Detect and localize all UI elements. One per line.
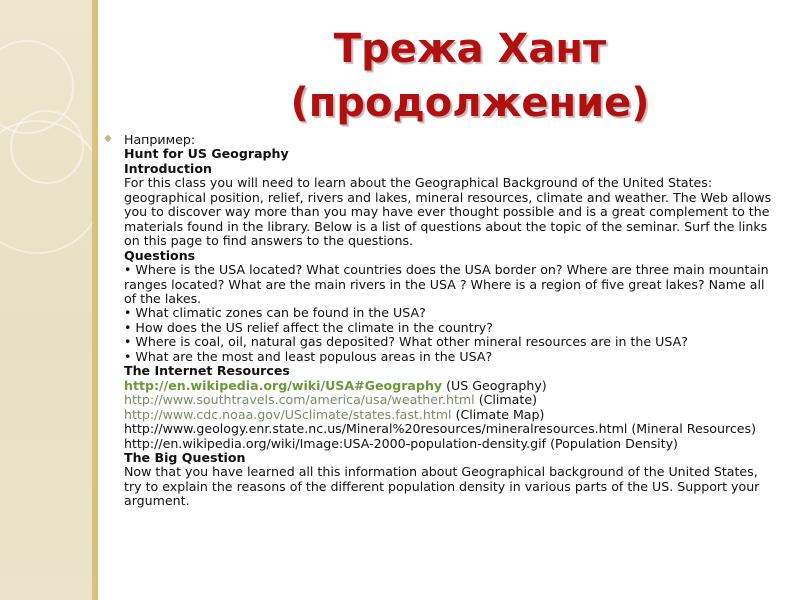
resources-heading: The Internet Resources [124,363,290,379]
resource-note: (Population Density) [546,435,678,451]
resource-link[interactable]: http://www.geology.enr.state.nc.us/Mineral%20resources/mineralresources.html [124,421,628,437]
resource-note: (Climate Map) [451,406,545,422]
resource-link[interactable]: http://en.wikipedia.org/wiki/USA#Geography [124,377,443,393]
intro-text: Например: [124,132,196,147]
page-heading: Hunt for US Geography [124,146,289,162]
bullet-icon: ◆ [104,133,112,144]
resource-note: (Climate) [474,392,537,408]
resource-item [124,393,774,407]
question-item: • What climatic zones can be found in the USA? [124,305,426,321]
introduction-heading: Introduction [124,160,212,176]
resource-item [124,408,774,422]
decorative-circle [0,120,92,254]
resource-link[interactable]: http://www.southtravels.com/america/usa/weather.html [124,392,475,408]
question-item: • Where is coal, oil, natural gas deposited? What other mineral resources are in the USA? [124,334,688,350]
introduction-text: For this class you will need to learn about the Geographical Background of the United States: geographical position, relief, rivers and lakes, mineral resources, climate and weather. The Web allows you to discover way more than you may have ever thought possible and is a great complement to the materials found in the library. Below is a list of questions about the topic of the seminar. Surf the links on this page to find answers to the questions. [124,175,772,249]
question-item: • Where is the USA located? What countries does the USA border on? Where are three main mountain ranges located? What are the main rivers in the USA ? Where is a region of five great lakes? Name all of the lakes. [124,262,769,306]
question-item: • What are the most and least populous areas in the USA? [124,348,493,364]
questions-heading: Questions [124,247,196,263]
decorative-side-panel [0,0,92,600]
resource-link[interactable]: http://www.cdc.noaa.gov/USclimate/states.fast.html [124,406,452,422]
resource-item [124,437,774,451]
slide-title [200,22,740,130]
resource-item [124,379,774,393]
question-item: • How does the US relief affect the climate in the country? [124,319,493,335]
resource-note: (Mineral Resources) [627,421,756,437]
big-question-text: Now that you have learned all this information about Geographical background of the United States, try to explain the reasons of the different population density in various parts of the US. Support your argument. [124,464,760,509]
slide-body [124,133,774,509]
resource-item [124,422,774,436]
slide-title-line1: Трежа Хант [333,26,607,72]
decorative-stripe [92,0,98,600]
resource-note: (US Geography) [442,377,547,393]
resource-link[interactable]: http://en.wikipedia.org/wiki/Image:USA-2000-population-density.gif [124,435,547,451]
big-question-heading: The Big Question [124,449,246,465]
slide-title-line2: (продолжение) [290,80,650,126]
